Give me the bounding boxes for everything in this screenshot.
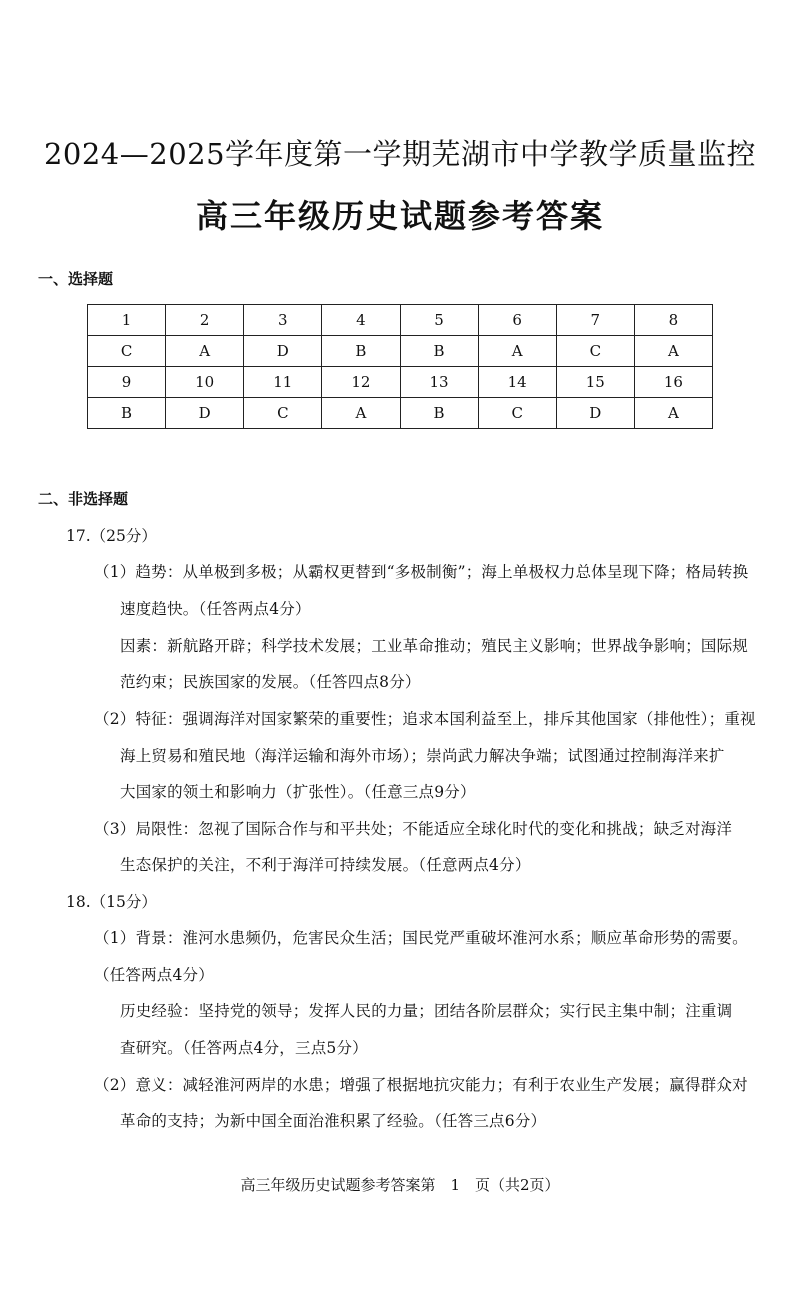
q17-part3-line: 生态保护的关注，不利于海洋可持续发展。（任意两点4分） — [120, 856, 531, 874]
question-number-cell: 10 — [166, 367, 244, 398]
answer-cell: B — [400, 398, 478, 429]
answer-cell: A — [634, 398, 712, 429]
answer-cell: C — [88, 336, 166, 367]
question-number-cell: 3 — [244, 305, 322, 336]
question-number-cell: 14 — [478, 367, 556, 398]
question-number-cell: 6 — [478, 305, 556, 336]
section-non-choice-heading: 二、非选择题 — [38, 490, 129, 508]
answer-cell: D — [244, 336, 322, 367]
page-footer: 高三年级历史试题参考答案第 1 页（共2页） — [240, 1176, 560, 1194]
q18-part1-line: 查研究。（任答两点4分，三点5分） — [120, 1039, 368, 1057]
answer-row — [88, 336, 713, 367]
section-multiple-choice-heading: 一、选择题 — [38, 270, 114, 288]
answer-cell: D — [556, 398, 634, 429]
q17-part1-line: （1）趋势：从单极到多极；从霸权更替到“多极制衡”；海上单极权力总体呈现下降；格局转换 — [94, 563, 749, 581]
answer-cell: B — [400, 336, 478, 367]
answer-cell: A — [166, 336, 244, 367]
question-number-cell: 15 — [556, 367, 634, 398]
question-number-row — [88, 367, 713, 398]
question-number-cell: 5 — [400, 305, 478, 336]
answer-cell: C — [556, 336, 634, 367]
q18-part1-line: （1）背景：淮河水患频仍，危害民众生活；国民党严重破坏淮河水系；顺应革命形势的需要。 — [94, 929, 748, 947]
answer-key-table — [87, 304, 713, 429]
question-number-cell: 4 — [322, 305, 400, 336]
exam-title: 2024—2025学年度第一学期芜湖市中学教学质量监控 — [43, 137, 757, 171]
question-18-heading: 18.（15分） — [66, 893, 157, 911]
question-number-cell: 12 — [322, 367, 400, 398]
q17-part1-line: 速度趋快。（任答两点4分） — [120, 600, 311, 618]
q17-part2-line: 大国家的领土和影响力（扩张性）。（任意三点9分） — [120, 783, 476, 801]
q17-part2-line: （2）特征：强调海洋对国家繁荣的重要性；追求本国利益至上，排斥其他国家（排他性）；重视 — [94, 710, 756, 728]
answer-cell: A — [478, 336, 556, 367]
question-number-cell: 2 — [166, 305, 244, 336]
document-title: 高三年级历史试题参考答案 — [195, 197, 604, 235]
q18-part1-line: （任答两点4分） — [94, 966, 214, 984]
question-number-cell: 8 — [634, 305, 712, 336]
question-number-cell: 9 — [88, 367, 166, 398]
answer-cell: B — [88, 398, 166, 429]
q18-part1-line: 历史经验：坚持党的领导；发挥人民的力量；团结各阶层群众；实行民主集中制；注重调 — [120, 1002, 733, 1020]
answer-cell: A — [322, 398, 400, 429]
question-number-cell: 11 — [244, 367, 322, 398]
question-number-cell: 7 — [556, 305, 634, 336]
q17-part1-line: 范约束；民族国家的发展。（任答四点8分） — [120, 673, 421, 691]
answer-cell: C — [478, 398, 556, 429]
answer-cell: C — [244, 398, 322, 429]
q17-part1-line: 因素：新航路开辟；科学技术发展；工业革命推动；殖民主义影响；世界战争影响；国际规 — [120, 637, 749, 655]
answer-cell: D — [166, 398, 244, 429]
q18-part2-line: 革命的支持；为新中国全面治淮积累了经验。（任答三点6分） — [120, 1112, 547, 1130]
question-17-heading: 17.（25分） — [66, 527, 157, 545]
question-number-cell: 1 — [88, 305, 166, 336]
q17-part2-line: 海上贸易和殖民地（海洋运输和海外市场）；崇尚武力解决争端；试图通过控制海洋来扩 — [120, 747, 725, 765]
question-number-cell: 16 — [634, 367, 712, 398]
question-number-cell: 13 — [400, 367, 478, 398]
answer-cell: A — [634, 336, 712, 367]
answer-cell: B — [322, 336, 400, 367]
q18-part2-line: （2）意义：减轻淮河两岸的水患；增强了根据地抗灾能力；有利于农业生产发展；赢得群众对 — [94, 1076, 748, 1094]
q17-part3-line: （3）局限性：忽视了国际合作与和平共处；不能适应全球化时代的变化和挑战；缺乏对海洋 — [94, 820, 733, 838]
question-number-row — [88, 305, 713, 336]
answer-row — [88, 398, 713, 429]
